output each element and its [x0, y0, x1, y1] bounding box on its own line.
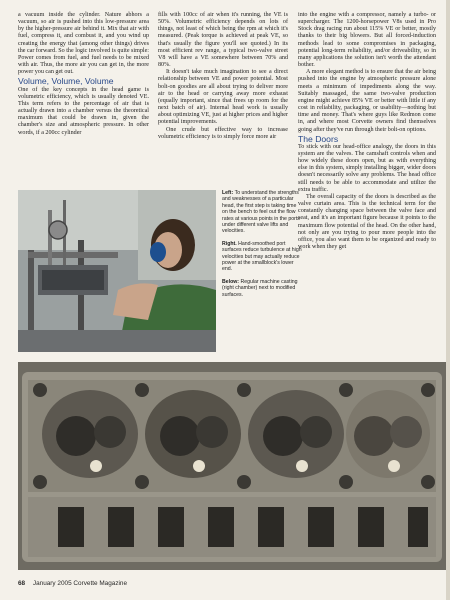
- page-footer: [18, 580, 127, 587]
- col3-p1: into the engine with a compressor, namely a turbo- or supercharger. The 1200-horsepower V8s used in Pro Stock drag racing run about 115% VE or better, mostly thanks to their big blowers. But all forced-induction methods lead to some compromises in packaging, potential long-term reliability, and/or driveability, so in many applications the solution isn't worth the attendant bother.: [298, 12, 436, 69]
- column-2: [158, 12, 288, 141]
- caption-below: Below: Regular machine casting (right chamber) next to modified surfaces.: [222, 278, 298, 298]
- col3-p2: A more elegant method is to ensure that the air being pushed into the engine by atmospheric pressure alone meets a minimum of impediments along the way. Suitably massaged, the same two-valve production engine might achieve 85% VE or better with little if any cost in reliability, packaging, or usability—nothing but time and money. That's where guys like Redmon come in, and where most Corvette owners find themselves going after they've run through their bolt-on options.: [298, 69, 436, 133]
- col3-p3: To stick with our head-office analogy, the doors in this system are the valves. The camshaft controls when and how widely these doors open, but as with everything else in this system, simply installing bigger, wider doors doesn't necessarily solve any problems. The head office still needs to be able to accommodate and utilize the extra traffic.: [298, 143, 436, 193]
- flow-bench-illustration: [18, 190, 216, 352]
- col1-intro: a vacuum inside the cylinder. Nature abhors a vacuum, so air is pushed into this low-pressure area by the higher-pressure air behind it. Mix that air with fuel, compress it, and combust it, and you wind up creating the energy that (among other things) drives the car forward. So the logic involved is quite simple: Power comes from fuel, and fuel needs to be mixed with air. Thus, the more air you can get in, the more power you can get out.: [18, 12, 149, 76]
- caption-right: Right. Hand-smoothed port surfaces reduce turbulence at high velocities but may actually reduce power at the smallblock's lower end.: [222, 240, 302, 273]
- cylinder-head-illustration: [18, 362, 446, 570]
- magazine-name: Corvette Magazine: [73, 580, 128, 587]
- col2-p3: One crude but effective way to increase volumetric efficiency is to simply force more air: [158, 126, 288, 140]
- col2-p1: fills with 100cc of air when it's running, the VE is 50%. Volumetric efficiency depends on lots of things, not least of which being the rpm at which it's measured. (Peak torque is achieved at peak VE, so that's usually the figure you'll see quoted.) In its most efficient rev range, a typical two-valve street V8 will have a VE somewhere between 70% and 80%.: [158, 12, 288, 69]
- caption-left: Left: To understand the strengths and weaknesses of a particular head, the first step is taking time on the bench to feel out the flow rates at various points in the ports under different valve lifts and velocities.: [222, 190, 300, 235]
- col2-p2: It doesn't take much imagination to see a direct relationship between VE and power potential. Most bolt-on goodies are all about trying to deliver more air to the head or carrying away more exhaust (equally important, since that frees up room for the next batch of air). Internal head work is usually about optimizing VE, just at higher prices and higher potential improvements.: [158, 69, 288, 126]
- photo-captions: [222, 190, 302, 304]
- cylinder-head-photo: [18, 362, 446, 570]
- page-edge: [446, 0, 450, 600]
- heading-doors: The Doors: [298, 133, 339, 144]
- column-1: [18, 12, 149, 137]
- column-3: [298, 12, 436, 251]
- flow-bench-photo: [18, 190, 216, 352]
- page-number: 68: [18, 580, 26, 587]
- heading-volume: Volume, Volume, Volume: [18, 76, 114, 87]
- col1-body: One of the key concepts in the head game is volumetric efficiency, which is usually denoted VE. This term refers to the percentage of air that is actually drawn into a chamber versus the theoretical maximum that could be drawn in, given the chamber's size and atmospheric pressure. In other words, if a 200cc cylinder: [18, 86, 149, 136]
- issue-date: January 2005: [32, 580, 72, 587]
- col3-p4: The overall capacity of the doors is described as the valve curtain area. This is the technical term for the constantly changing space between the valve face and seat, and it's an important figure because it points to the maximum flow potential of the head. On the other hand, not only are you trying to pour more people into the office, you also want them to be organized and ready to work when they get: [298, 193, 436, 250]
